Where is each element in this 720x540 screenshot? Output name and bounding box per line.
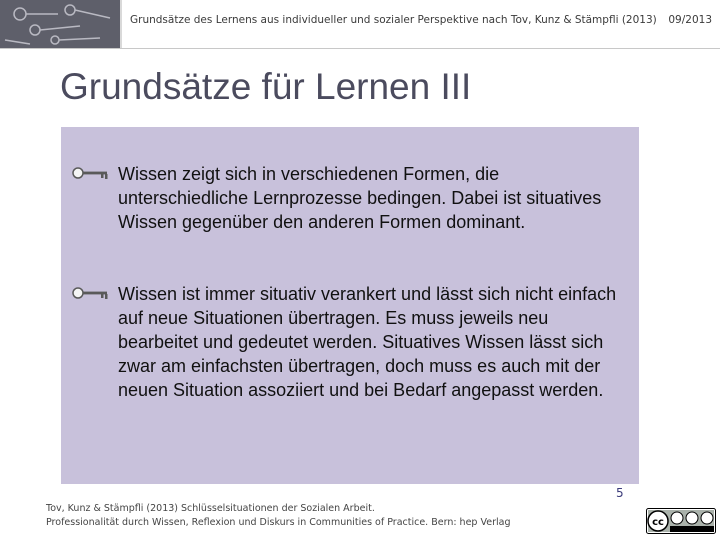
bullet-text: Wissen ist immer situativ verankert und lässt sich nicht einfach auf neue Situationen übertragen. Es muss jeweils neu bearbeitet und gedeutet werden. Situatives Wissen lässt sich zwar am einfachsten übertragen, doch muss es auch mit der neuen Situation assoziiert und bei Bedarf angepasst werden. <box>118 284 617 400</box>
svg-text:cc: cc <box>652 517 664 528</box>
header-rule <box>0 48 720 49</box>
key-icon <box>71 165 111 181</box>
bullet-text: Wissen zeigt sich in verschiedenen Formen, die unterschiedliche Lernprozesse bedingen. Dabei ist situatives Wissen gegenüber den anderen Formen dominant. <box>118 164 602 232</box>
content-box <box>61 127 639 484</box>
bullet-item <box>71 282 631 402</box>
citation-line-2: Professionalität durch Wissen, Reflexion und Diskurs in Communities of Practice. Bern: hep Verlag <box>46 517 511 528</box>
cc-by-nc-sa-icon <box>646 508 716 534</box>
key-icon <box>71 285 111 301</box>
header-date: 09/2013 <box>668 14 712 26</box>
footer-citation <box>46 502 510 530</box>
header-keys-image <box>0 0 120 48</box>
page-number: 5 <box>616 486 624 500</box>
slide-title: Grundsätze für Lernen III <box>60 66 472 107</box>
citation-line-1: Tov, Kunz & Stämpfli (2013) Schlüsselsituationen der Sozialen Arbeit. <box>46 503 375 514</box>
header-title: Grundsätze des Lernens aus individueller und sozialer Perspektive nach Tov, Kunz & Stämpfli (2013) <box>130 14 657 26</box>
bullet-item <box>71 162 631 234</box>
header-divider <box>120 0 122 48</box>
